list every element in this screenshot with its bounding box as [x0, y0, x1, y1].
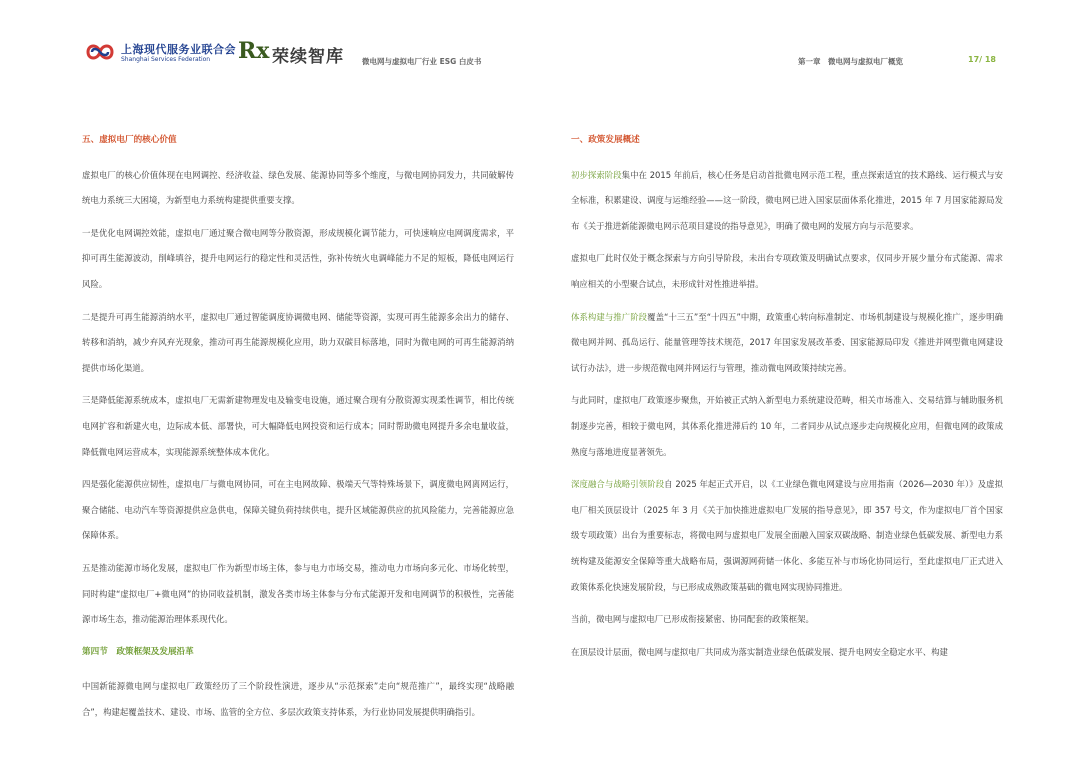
- paragraph: 二是提升可再生能源消纳水平，虚拟电厂通过智能调度协调微电网、储能等资源，实现可再生能源多余出力的储存、转移和消纳，减少弃风弃光现象，推动可再生能源规模化应用，助力双碳目标落地，同时为微电网的可再生能源消纳提供市场化渠道。: [82, 311, 514, 373]
- document-title: 微电网与虚拟电厂行业 ESG 白皮书: [362, 57, 482, 66]
- org-logo-icon: [84, 40, 116, 64]
- paragraph: 四是强化能源供应韧性，虚拟电厂与微电网协同，可在主电网故障、极端天气等特殊场景下，调度微电网离网运行，聚合储能、电动汽车等资源提供应急供电，保障关键负荷持续供电，提升区域能源供应的抗风险能力，完善能源应急保障体系。: [82, 479, 514, 541]
- stage-label: 体系构建与推广阶段: [571, 311, 648, 322]
- subsection-heading: 第四节 政策框架及发展沿革: [82, 646, 194, 657]
- brand-mark: Rx: [238, 38, 270, 64]
- left-column: [82, 128, 514, 732]
- paragraph: 一是优化电网调控效能，虚拟电厂通过聚合微电网等分散资源，形成规模化调节能力，可快速响应电网调度需求，平抑可再生能源波动，削峰填谷，提升电网运行的稳定性和灵活性，弥补传统火电调峰能力不足的短板，降低电网运行风险。: [82, 227, 514, 289]
- paragraph: [571, 305, 1003, 382]
- paragraph: 与此同时，虚拟电厂政策逐步聚焦，开始被正式纳入新型电力系统建设范畴，相关市场准入、交易结算与辅助服务机制逐步完善，相较于微电网，其体系化推进滞后约 10 年，二者同步从试点逐步走向规模化应用，但微电网的政策成熟度与落地进度显著领先。: [571, 395, 1003, 457]
- page-header: [0, 0, 1080, 80]
- section-heading: 五、虚拟电厂的核心价值: [82, 135, 177, 145]
- org-name-en: Shanghai Services Federation: [121, 56, 211, 63]
- paragraph-text: 自 2025 年起正式开启，以《工业绿色微电网建设与应用指南（2026—2030 年）》及虚拟电厂相关顶层设计（2025 年 3 月《关于加快推进虚拟电厂发展的指导意见》，即 357 号文，作为虚拟电厂首个国家级专项政策）出台为重要标志，将微电网与虚拟电厂发展全面融入国家双碳战略、制造业绿色低碳发展、新型电力系统构建及能源安全保障等重大战略布局，强调源网荷储一体化、多能互补与市场化协同运行，至此虚拟电厂正式进入政策体系化快速发展阶段，与已形成成熟政策基础的微电网实现协同推进。: [571, 479, 1004, 592]
- paragraph: 虚拟电厂的核心价值体现在电网调控、经济收益、绿色发展、能源协同等多个维度，与微电网协同发力，共同破解传统电力系统三大困境，为新型电力系统构建提供重要支撑。: [82, 169, 514, 206]
- brand-name: 荣续智库: [272, 47, 344, 67]
- paragraph-text: 集中在 2015 年前后，核心任务是启动首批微电网示范工程，重点探索适宜的技术路线、运行模式与安全标准，积累建设、调度与运维经验——这一阶段，微电网已进入国家层面体系化推进，2015 年 7 月国家能源局发布《关于推进新能源微电网示范项目建设的指导意见》，明确了微电网的发展方向与示范要求。: [571, 169, 1004, 231]
- chapter-title: 第一章 微电网与虚拟电厂概览: [798, 57, 903, 66]
- page-number: 17/ 18: [968, 55, 996, 64]
- stage-label: 深度融合与战略引领阶段: [571, 479, 665, 490]
- org-logo: [84, 38, 236, 66]
- paragraph-text: 覆盖“十三五”至“十四五”中期，政策重心转向标准制定、市场机制建设与规模化推广，逐步明确微电网并网、孤岛运行、能量管理等技术规范，2017 年国家发展改革委、国家能源局印发《推进并网型微电网建设试行办法》，进一步规范微电网并网运行与管理，推动微电网政策持续完善。: [571, 311, 1004, 373]
- paragraph: [571, 163, 1003, 240]
- paragraph: 虚拟电厂此时仅处于概念探索与方向引导阶段，未出台专项政策及明确试点要求，仅同步开展少量分布式能源、需求响应相关的小型聚合试点，未形成针对性推进举措。: [571, 253, 1003, 289]
- paragraph: 三是降低能源系统成本，虚拟电厂无需新建物理发电及输变电设施，通过聚合现有分散资源实现柔性调节，相比传统电网扩容和新建火电，边际成本低、部署快，可大幅降低电网投资和运行成本；同时帮助微电网提升多余电量收益，降低微电网运营成本，实现能源系统整体成本优化。: [82, 395, 514, 457]
- paragraph: 在顶层设计层面，微电网与虚拟电厂共同成为落实制造业绿色低碳发展、提升电网安全稳定水平、构建: [571, 646, 948, 657]
- stage-label: 初步探索阶段: [571, 169, 622, 180]
- paragraph: 五是推动能源市场化发展，虚拟电厂作为新型市场主体，参与电力市场交易，推动电力市场向多元化、市场化转型，同时构建“虚拟电厂+微电网”的协同收益机制，激发各类市场主体参与分布式能源开发和电网调节的积极性，完善能源市场生态，推动能源治理体系现代化。: [82, 562, 514, 625]
- right-column: [571, 128, 1003, 672]
- paragraph: 当前，微电网与虚拟电厂已形成衔接紧密、协同配套的政策框架。: [571, 614, 814, 625]
- org-name: 上海现代服务业联合会: [121, 43, 236, 56]
- section-heading: 一、政策发展概述: [571, 135, 640, 145]
- paragraph: 中国新能源微电网与虚拟电厂政策经历了三个阶段性演进，逐步从“示范探索”走向“规范推广”，最终实现“战略融合”，构建起覆盖技术、建设、市场、监管的全方位、多层次政策支持体系，为行业协同发展提供明确指引。: [82, 681, 514, 717]
- brand-logo: [238, 38, 358, 66]
- paragraph: [571, 472, 1003, 600]
